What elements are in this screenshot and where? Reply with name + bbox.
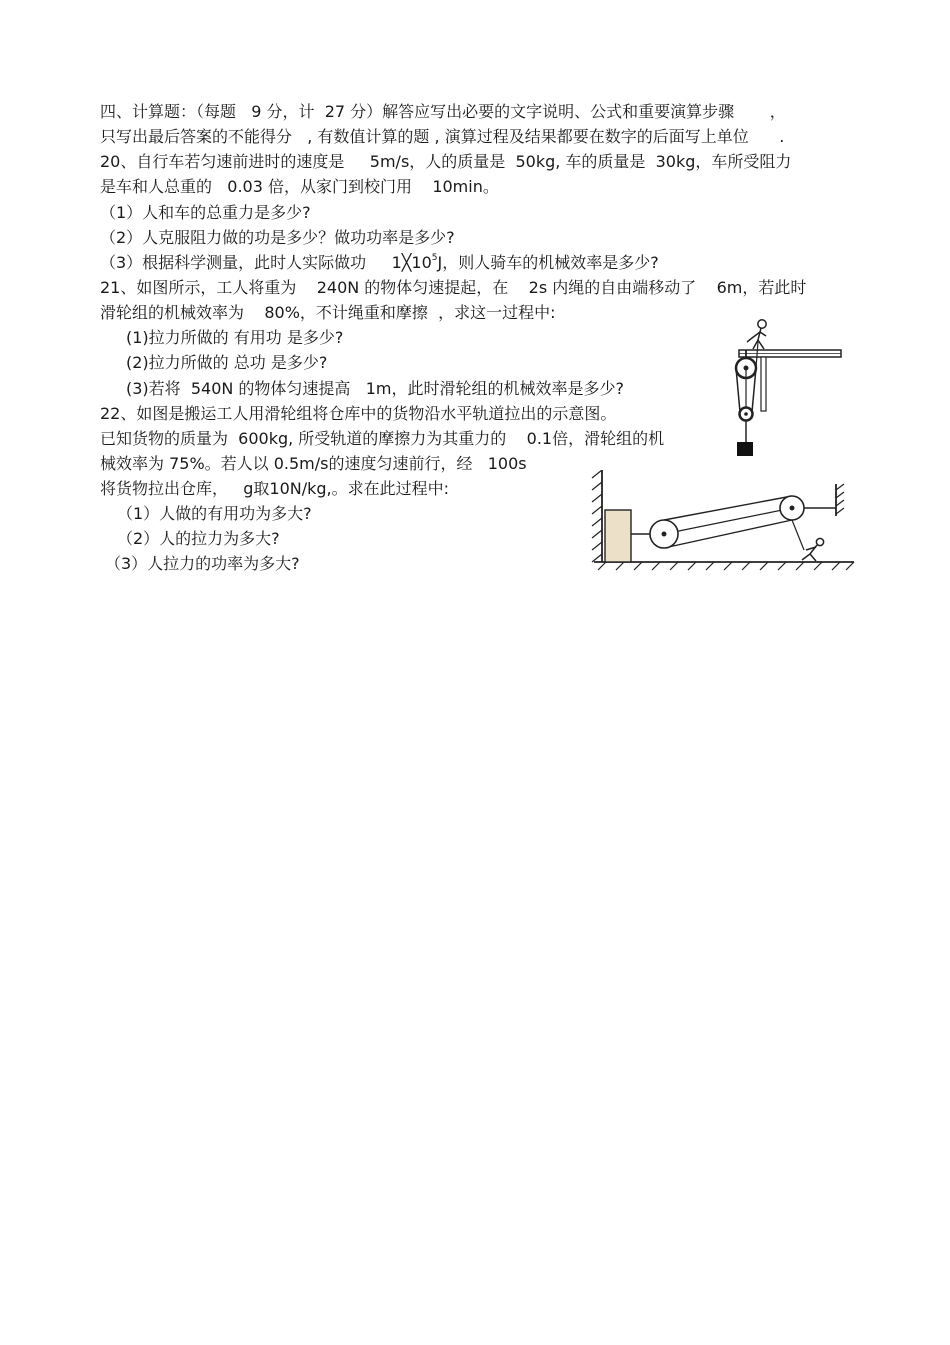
q20-part-3-text-a: （3）根据科学测量，此时人实际做功 1╳10 [100, 253, 432, 272]
q20-stem-line-1: 20、自行车若匀速前进时的速度是 5m/s，人的质量是 50kg, 车的质量是 30kg，车所受阻力 [100, 152, 792, 171]
hanging-weight [737, 442, 753, 456]
q20-part-3-exponent: 5 [431, 253, 438, 263]
movable-pulley-icon [740, 408, 753, 443]
q21-pulley-figure [725, 312, 845, 462]
movable-pulley-icon [650, 520, 678, 548]
q20-part-3 [100, 252, 659, 274]
cargo-box [605, 510, 631, 562]
right-wall [836, 484, 844, 516]
q22-pulley-figure [590, 470, 856, 576]
section-heading-line-1: 四、计算题：（每题 9 分，计 27 分）解答应写出必要的文字说明、公式和重要演算步骤 ， [100, 102, 786, 121]
q22-part-1: （1）人做的有用功为多大? [117, 504, 312, 523]
q21-stem-line-2: 滑轮组的机械效率为 80%，不计绳重和摩擦 ，求这一过程中: [100, 303, 556, 322]
floor [594, 562, 854, 570]
pulling-worker-icon [802, 538, 824, 561]
q22-part-3: （3）人拉力的功率为多大? [105, 554, 300, 573]
worker-icon [747, 320, 766, 349]
left-wall [592, 470, 602, 562]
q21-part-3: (3)若将 540N 的物体匀速提高 1m，此时滑轮组的机械效率是多少? [126, 379, 624, 398]
fixed-pulley-icon [780, 496, 804, 520]
support-post [761, 357, 766, 411]
q21-stem-line-1: 21、如图所示，工人将重为 240N 的物体匀速提起，在 2s 内绳的自由端移动了 6m，若此时 [100, 278, 807, 297]
q22-stem-line-1: 22、如图是搬运工人用滑轮组将仓库中的货物沿水平轨道拉出的示意图。 [100, 404, 617, 423]
q22-part-2: （2）人的拉力为多大? [117, 529, 280, 548]
q22-stem-line-3: 械效率为 75%。若人以 0.5m/s的速度匀速前行，经 100s [100, 454, 527, 473]
q20-stem-line-2: 是车和人总重的 0.03 倍，从家门到校门用 10min。 [100, 177, 499, 196]
q22-stem-line-2: 已知货物的质量为 600kg, 所受轨道的摩擦力为其重力的 0.1倍，滑轮组的机 [100, 429, 665, 448]
q21-part-2: (2)拉力所做的 总功 是多少? [126, 353, 328, 372]
q20-part-2: （2）人克服阻力做的功是多少？做功功率是多少? [100, 228, 455, 247]
q21-part-1: (1)拉力所做的 有用功 是多少? [126, 328, 344, 347]
section-heading-line-2: 只写出最后答案的不能得分 , 有数值计算的题 , 演算过程及结果都要在数字的后面写上单位 . [100, 127, 785, 146]
q20-part-3-text-b: J，则人骑车的机械效率是多少? [437, 253, 659, 272]
q22-stem-line-4: 将货物拉出仓库， g取10N/kg,。求在此过程中: [100, 479, 450, 498]
q20-part-1: （1）人和车的总重力是多少? [100, 203, 311, 222]
